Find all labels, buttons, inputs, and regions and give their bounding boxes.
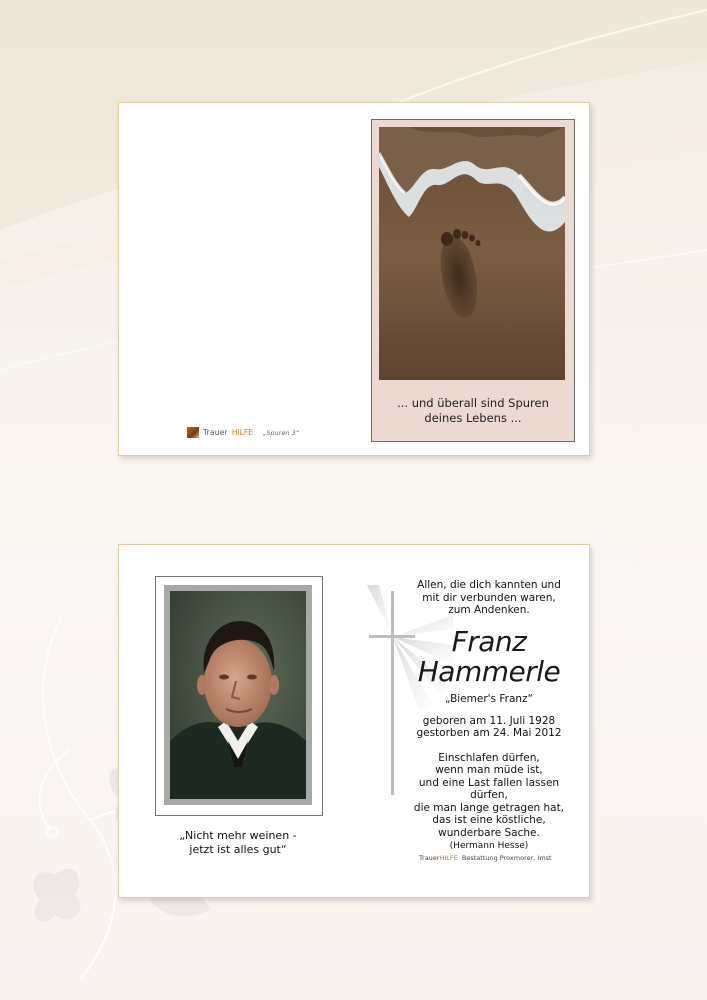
brand-trauer: Trauer — [203, 428, 228, 437]
poem-line: das ist eine köstliche, — [432, 814, 546, 826]
intro-line: zum Andenken. — [448, 604, 530, 616]
cover-panel — [371, 119, 575, 442]
cover-caption-line2: deines Lebens ... — [424, 411, 522, 425]
poem — [401, 752, 577, 840]
card-inner — [118, 544, 590, 898]
quote-line2: jetzt ist alles gut“ — [189, 843, 287, 856]
poem-line: die man lange getragen hat, — [413, 801, 565, 814]
poem-line: und eine Last fallen lassen dürfen, — [418, 776, 560, 801]
poem-line: wunderbare Sache. — [438, 826, 540, 839]
intro-text — [401, 579, 577, 617]
intro-line: Allen, die dich kannten und — [417, 579, 561, 591]
brand-front — [187, 427, 299, 438]
brand-hilfe: HILFE — [439, 854, 458, 862]
card-front — [118, 102, 590, 456]
brand-hilfe: HILFE — [231, 428, 253, 437]
portrait-photo — [170, 591, 306, 799]
first-name: Franz — [451, 624, 527, 658]
cover-caption-line1: ... und überall sind Spuren — [397, 396, 549, 410]
poem-author: (Hermann Hesse) — [449, 841, 529, 851]
poem-line: Einschlafen dürfen, — [438, 751, 540, 764]
brand-logo-icon — [187, 427, 199, 438]
intro-line: mit dir verbunden waren, — [422, 591, 556, 604]
life-dates — [401, 715, 577, 740]
last-name: Hammerle — [417, 654, 561, 688]
brand-inner — [419, 854, 552, 862]
series-label: „Spuren 3“ — [262, 428, 300, 437]
nickname: „Biemer's Franz“ — [445, 692, 533, 705]
obituary-text — [401, 579, 577, 851]
brand-trauer: Trauer — [419, 854, 440, 862]
footprint-in-sand-icon — [379, 127, 565, 380]
portrait-mat — [164, 585, 312, 805]
footprint-photo — [379, 127, 565, 380]
cover-caption — [372, 396, 574, 426]
portrait-icon — [170, 591, 306, 799]
poem-line: wenn man müde ist, — [435, 764, 543, 776]
portrait-frame — [155, 576, 323, 816]
born-date: geboren am 11. Juli 1928 — [422, 714, 556, 727]
died-date: gestorben am 24. Mai 2012 — [416, 727, 562, 739]
portrait-quote — [155, 829, 321, 857]
brand-funeral-home: Bestattung Proxmorer, Imst — [461, 854, 552, 862]
quote-line1: „Nicht mehr weinen - — [179, 829, 297, 842]
